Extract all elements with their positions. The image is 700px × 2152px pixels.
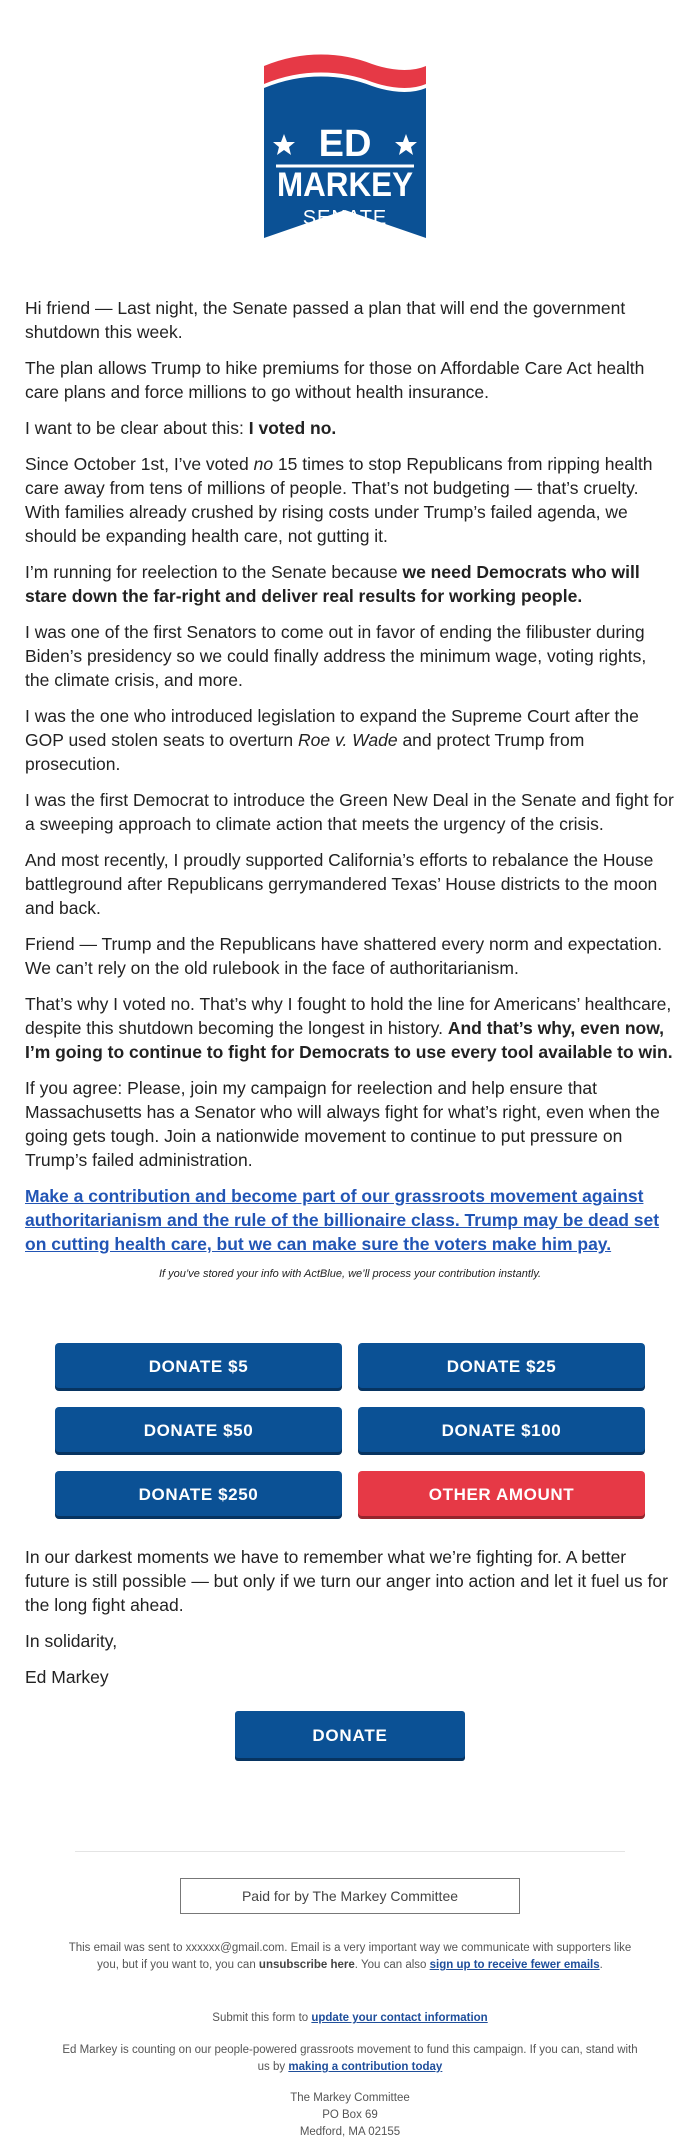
paragraph: Friend — Trump and the Republicans have shattered every norm and expectation. We can’t rely on the old rulebook in the face of authoritarianism. (25, 934, 663, 978)
paragraph: I was one of the first Senators to come out in favor of ending the filibuster during Biden’s presidency so we could finally address the minimum wage, voting rights, the climate crisis, and more. (25, 622, 647, 690)
paragraph: If you agree: Please, join my campaign for reelection and help ensure that Massachusetts has a Senator who will always fight for what’s right, even when the going gets tough. Join a nationwide movement to continue to put pressure on Trump’s failed administration. (25, 1078, 660, 1170)
footer-email-notice: This email was sent to xxxxxx@gmail.com. Email is a very important way we communicate with supporters like you, but if you want to, you can unsubscribe here. You can also sign up to receive fewer emails. (68, 1942, 632, 1971)
signoff: In solidarity, (25, 1631, 118, 1651)
address-line: PO Box 69 (322, 2109, 378, 2121)
logo-name2: MARKEY (277, 166, 414, 204)
other-amount-button[interactable]: OTHER AMOUNT (358, 1471, 645, 1519)
closing-section (25, 1545, 675, 1701)
paragraph: In our darkest moments we have to remember what we’re fighting for. A better future is still possible — but only if we turn our anger into action and let it fuel us for the long fight ahead. (25, 1547, 668, 1615)
paragraph: I want to be clear about this: I voted no. (25, 418, 337, 438)
footer-update-contact: Submit this form to update your contact information (212, 2012, 488, 2024)
logo-sub: SENATE (302, 207, 388, 229)
paragraph: That’s why I voted no. That’s why I fought to hold the line for Americans’ healthcare, despite this shutdown becoming the longest in history. And that’s why, even now, I’m going to continue to fight for Democrats to use every tool available to win. (25, 994, 673, 1062)
donate-100-button[interactable]: DONATE $100 (358, 1407, 645, 1455)
ed-markey-senate-logo[interactable] (262, 54, 428, 238)
logo-graphic (262, 54, 428, 238)
address-line: Medford, MA 02155 (299, 2126, 401, 2138)
actblue-note: If you’ve stored your info with ActBlue, we’ll process your contribution instantly. (158, 1268, 542, 1280)
fewer-emails-link[interactable]: sign up to receive fewer emails (429, 1959, 600, 1971)
paragraph: I was the one who introduced legislation to expand the Supreme Court after the GOP used stolen seats to overturn Roe v. Wade and protect Trump from prosecution. (25, 706, 639, 774)
paid-for-box: Paid for by The Markey Committee (180, 1878, 520, 1914)
donate-5-button[interactable]: DONATE $5 (55, 1343, 342, 1391)
divider (75, 1851, 625, 1852)
recipient-email: xxxxxx@gmail.com (185, 1942, 285, 1954)
donate-button[interactable]: DONATE (235, 1711, 465, 1761)
make-contribution-link[interactable]: making a contribution today (288, 2061, 443, 2073)
email-body (25, 296, 675, 1298)
paragraph: The plan allows Trump to hike premiums for those on Affordable Care Act health care plans and force millions to go without health insurance. (25, 358, 645, 402)
update-contact-link[interactable]: update your contact information (311, 2012, 488, 2024)
logo-name: ED (318, 123, 372, 165)
contribution-cta-link[interactable]: Make a contribution and become part of our grassroots movement against authoritarianism and the rule of the billionaire class. Trump may be dead set on cutting health care, but we can make sure the voters make him pay. (25, 1186, 660, 1254)
donate-25-button[interactable]: DONATE $25 (358, 1343, 645, 1391)
footer-address (60, 2090, 640, 2141)
paragraph: I’m running for reelection to the Senate because we need Democrats who will stare down the far-right and deliver real results for working people. (25, 562, 640, 606)
address-line: The Markey Committee (290, 2092, 410, 2104)
donate-50-button[interactable]: DONATE $50 (55, 1407, 342, 1455)
paragraph: Hi friend — Last night, the Senate passed a plan that will end the government shutdown this week. (25, 298, 626, 342)
paragraph: Since October 1st, I’ve voted no 15 times to stop Republicans from ripping health care away from tens of millions of people. That’s not budgeting — that’s cruelty. With families already crushed by rising costs under Trump’s failed agenda, we should be expanding health care, not gutting it. (25, 454, 653, 546)
unsubscribe-text: unsubscribe here (258, 1959, 355, 1971)
footer-fund-notice: Ed Markey is counting on our people-powered grassroots movement to fund this campaign. If you can, stand with us by making a contribution today (62, 2044, 638, 2073)
paragraph: And most recently, I proudly supported California’s efforts to rebalance the House battleground after Republicans gerrymandered Texas’ House districts to the moon and back. (25, 850, 658, 918)
paragraph: I was the first Democrat to introduce the Green New Deal in the Senate and fight for a sweeping approach to climate action that meets the urgency of the crisis. (25, 790, 674, 834)
donate-250-button[interactable]: DONATE $250 (55, 1471, 342, 1519)
signature: Ed Markey (25, 1667, 109, 1687)
